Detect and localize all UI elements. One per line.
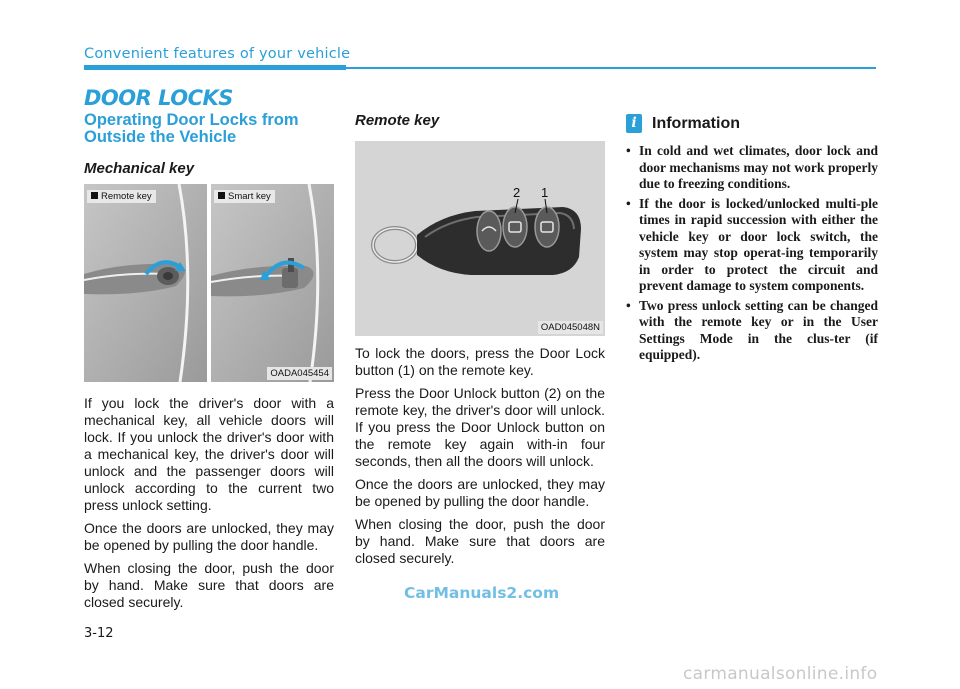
- remote-key-figure: [355, 141, 605, 336]
- paragraph: Once the doors are unlocked, they may be opened by pulling the door handle.: [355, 476, 605, 509]
- figure-code: OAD045048N: [538, 321, 603, 334]
- mechanical-key-figure: [84, 184, 334, 382]
- remote-key-heading: Remote key: [355, 112, 440, 129]
- callout-1: 1: [541, 185, 549, 200]
- footer-watermark: carmanualsonline.info: [683, 664, 878, 684]
- mechanical-key-heading: Mechanical key: [84, 160, 195, 177]
- callout-2: 2: [513, 185, 521, 200]
- paragraph: When closing the door, push the door by hand. Make sure that doors are closed securely.: [355, 516, 605, 566]
- watermark: CarManuals2.com: [404, 584, 560, 602]
- figure-label-smart-key: Smart key: [214, 190, 275, 203]
- header-rule-thick: [84, 65, 346, 70]
- list-item: • If the door is locked/unlocked multi-ple times in rapid succession with either the vehicle key or door lock switch, the system may stop operat-ing temporarily in order to protect the circuit and prevent damage to system components.: [626, 195, 878, 293]
- information-list: [626, 143, 878, 364]
- figure-label-remote-key: Remote key: [87, 190, 156, 203]
- door-handle-illustration: [84, 184, 334, 382]
- paragraph: When closing the door, push the door by hand. Make sure that doors are closed securely.: [84, 560, 334, 610]
- paragraph: If you lock the driver's door with a mechanical key, all vehicle doors will lock. If you unlock the driver's door with a mechanical key, the driver's door will unlock and the passenger doors will unlock according to the current two press unlock setting.: [84, 395, 334, 513]
- column-remote-key: [355, 112, 605, 573]
- list-item: • In cold and wet climates, door lock and door mechanisms may not work properly due to freezing conditions.: [626, 143, 878, 191]
- info-icon: i: [626, 114, 642, 133]
- column-mechanical-key: [84, 112, 334, 617]
- figure-code: OADA045454: [267, 367, 332, 380]
- paragraph: Press the Door Unlock button (2) on the remote key, the driver's door will unlock. If you press the Door Unlock button on the remote key again with-in four seconds, then all the doors will unlock.: [355, 385, 605, 469]
- header-rule-thin: [346, 67, 876, 69]
- section-header: Convenient features of your vehicle: [84, 46, 351, 62]
- paragraph: Once the doors are unlocked, they may be opened by pulling the door handle.: [84, 520, 334, 553]
- page-title: DOOR LOCKS: [84, 86, 233, 110]
- list-item: • Two press unlock setting can be changed with the remote key or in the User Settings Mode in the clus-ter (if equipped).: [626, 297, 878, 362]
- section-heading: Operating Door Locks from Outside the Vehicle: [84, 111, 299, 146]
- paragraph: To lock the doors, press the Door Lock button (1) on the remote key.: [355, 345, 605, 378]
- information-box: [626, 114, 878, 367]
- information-heading: [626, 114, 878, 133]
- information-title: Information: [652, 114, 740, 132]
- page-number: 3-12: [84, 626, 114, 641]
- remote-key-illustration: [355, 141, 605, 336]
